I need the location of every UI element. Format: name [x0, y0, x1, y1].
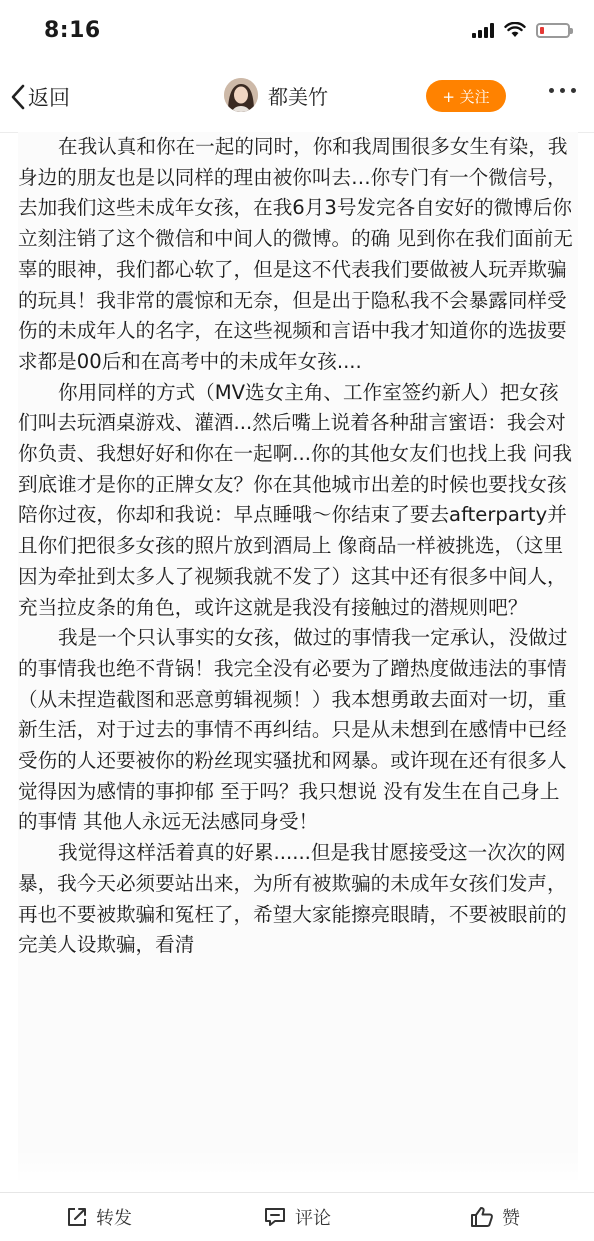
repost-label: 转发: [96, 1208, 132, 1229]
back-button[interactable]: [10, 82, 70, 112]
battery-level: [540, 27, 544, 34]
comment-icon: [263, 1206, 287, 1228]
thumbs-up-icon: [470, 1206, 494, 1228]
nav-bar: [0, 62, 594, 133]
chevron-left-icon: [10, 84, 26, 110]
comment-label: 评论: [295, 1208, 331, 1229]
wifi-icon: [504, 22, 526, 38]
post-paragraph: 你用同样的方式（MV选女主角、工作室签约新人）把女孩们叫去玩酒桌游戏、灌酒...然后嘴上说着各种甜言蜜语：我会对你负责、我想好好和你在一起啊...你的其他女友们也找上我 问我到底谁才是你的正牌女友？你在其他城市出差的时候也要找女孩陪你过夜，你却和我说：早点睡哦～你结束了要去afterparty并且你们把很多女孩的照片放到酒局上 像商品一样被挑选，（这里因为牵扯到太多人了视频我就不发了）这其中还有很多中间人，充当拉皮条的角色，或许这就是我没有接触过的潜规则吧？: [18, 380, 572, 619]
status-time: 8:16: [44, 18, 101, 43]
follow-button[interactable]: + 关注: [426, 80, 506, 112]
post-paragraph: 我是一个只认事实的女孩，做过的事情我一定承认，没做过的事情我也绝不背锅！我完全没有必要为了蹭热度做违法的事情（从未捏造截图和恶意剪辑视频！）我本想勇敢去面对一切，重新生活，对于过去的事情不再纠结。只是从未想到在感情中已经受伤的人还要被你的粉丝现实骚扰和网暴。或许现在还有很多人觉得因为感情的事抑郁 至于吗？我只想说 没有发生在自己身上的事情 其他人永远无法感同身受！: [18, 626, 568, 834]
content-fade: [18, 1148, 578, 1180]
battery-icon: [536, 23, 570, 38]
repost-icon: [66, 1206, 88, 1228]
avatar[interactable]: [224, 78, 258, 112]
back-label: 返回: [28, 86, 70, 110]
repost-button[interactable]: [0, 1193, 198, 1241]
action-bar: [0, 1192, 594, 1241]
author-header[interactable]: [224, 78, 328, 112]
more-options-icon[interactable]: [549, 88, 576, 93]
status-bar: [0, 0, 594, 62]
like-button[interactable]: [396, 1193, 594, 1241]
post-paragraph: 我觉得这样活着真的好累......但是我甘愿接受这一次次的网暴，我今天必须要站出来，为所有被欺骗的未成年女孩们发声，再也不要被欺骗和冤枉了，希望大家能擦亮眼睛，不要被眼前的完美人设欺骗，看清: [18, 841, 567, 957]
post-content: [18, 132, 578, 1180]
author-name[interactable]: 都美竹: [268, 84, 328, 109]
status-icons: [472, 22, 570, 38]
signal-icon: [472, 22, 494, 38]
post-paragraph: 在我认真和你在一起的同时，你和我周围很多女生有染，我身边的朋友也是以同样的理由被你叫去…你专门有一个微信号，去加我们这些未成年女孩，在我6月3号发完各自安好的微博后你立刻注销了这个微信和中间人的微博。的确 见到你在我们面前无辜的眼神，我们都心软了，但是这不代表我们要做被人玩弄欺骗的玩具！我非常的震惊和无奈，但是出于隐私我不会暴露同样受伤的未成年人的名字，在这些视频和言语中我才知道你的选拔要求都是00后和在高考中的未成年女孩....: [18, 135, 573, 373]
comment-button[interactable]: [198, 1193, 396, 1241]
like-label: 赞: [502, 1208, 520, 1229]
